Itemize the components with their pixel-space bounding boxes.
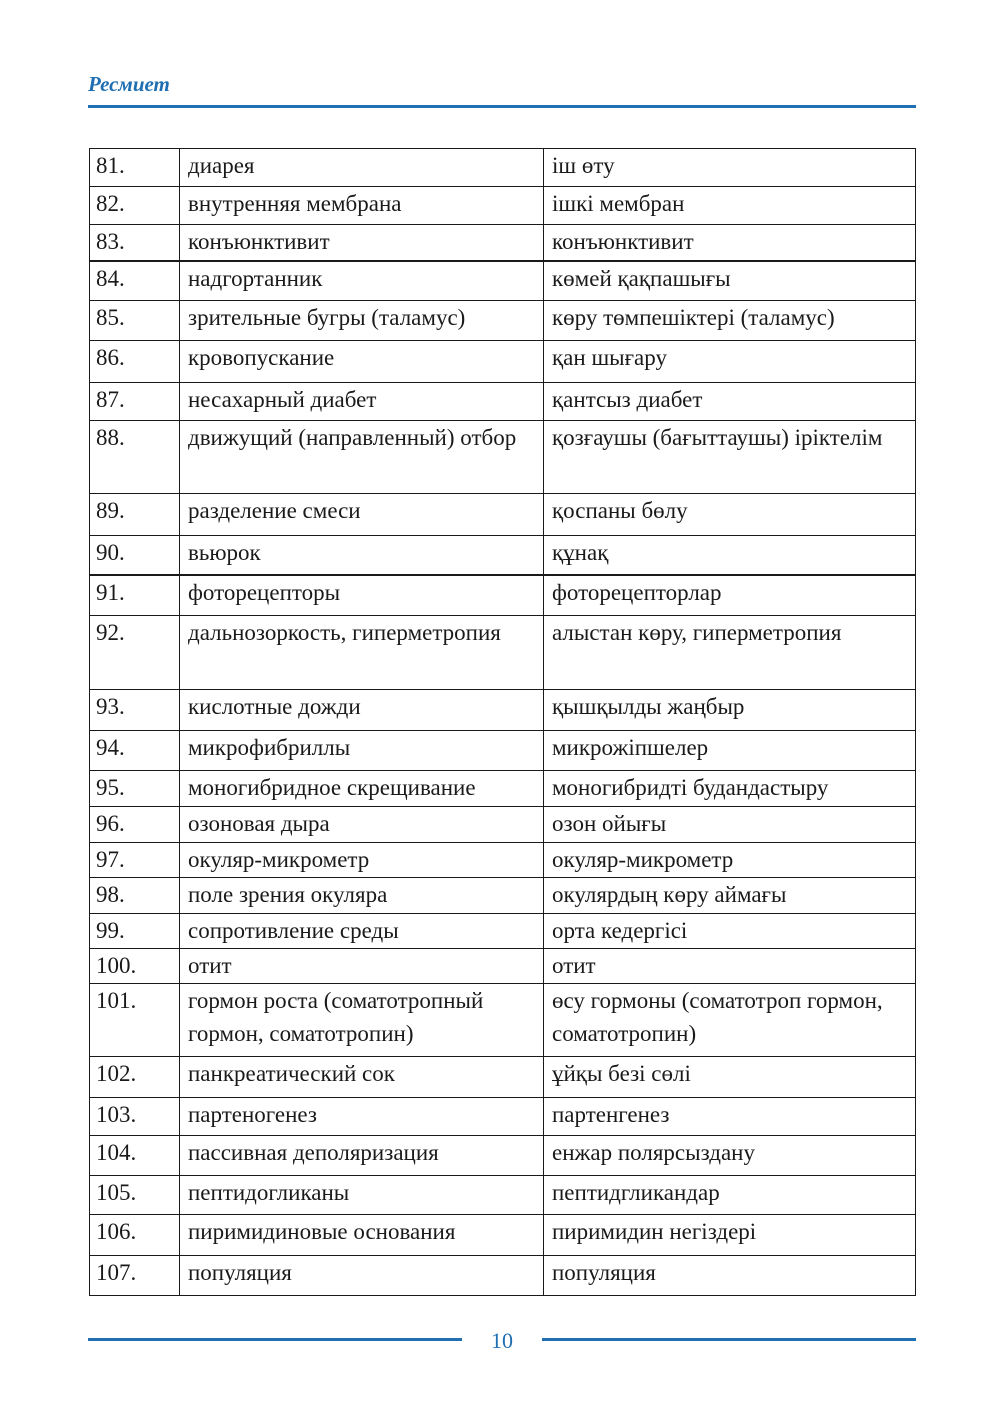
table-row xyxy=(90,301,916,341)
russian-term-cell: гормон роста (соматотропный гормон, соматотропин) xyxy=(180,984,544,1057)
kazakh-term-cell: құнақ xyxy=(544,536,916,575)
term-number-cell: 82. xyxy=(90,187,180,225)
kazakh-term-cell: фоторецепторлар xyxy=(544,575,916,616)
kazakh-term-cell: іш өту xyxy=(544,149,916,187)
kazakh-term-cell: конъюнктивит xyxy=(544,225,916,261)
term-number-cell: 101. xyxy=(90,984,180,1057)
term-number-cell: 81. xyxy=(90,149,180,187)
kazakh-term-cell: озон ойығы xyxy=(544,807,916,843)
russian-term-cell: моногибридное скрещивание xyxy=(180,771,544,807)
russian-term-cell: отит xyxy=(180,949,544,984)
russian-term-cell: вьюрок xyxy=(180,536,544,575)
kazakh-term-cell: ұйқы безі сөлі xyxy=(544,1057,916,1098)
term-number-cell: 98. xyxy=(90,878,180,914)
kazakh-term-cell: қышқылды жаңбыр xyxy=(544,690,916,731)
table-row xyxy=(90,536,916,575)
running-header-title: Ресмиет xyxy=(88,72,170,96)
term-number-cell: 96. xyxy=(90,807,180,843)
kazakh-term-cell: окуляр-микрометр xyxy=(544,843,916,878)
table-row xyxy=(90,843,916,878)
term-number-cell: 86. xyxy=(90,341,180,383)
term-number-cell: 88. xyxy=(90,421,180,494)
table-row xyxy=(90,1215,916,1256)
table-row xyxy=(90,690,916,731)
term-number-cell: 84. xyxy=(90,261,180,301)
term-number-cell: 89. xyxy=(90,494,180,536)
term-number-cell: 107. xyxy=(90,1256,180,1296)
table-row xyxy=(90,1057,916,1098)
russian-term-cell: кислотные дожди xyxy=(180,690,544,731)
term-number-cell: 95. xyxy=(90,771,180,807)
kazakh-term-cell: өсу гормоны (соматотроп гормон, соматотропин) xyxy=(544,984,916,1057)
term-number-cell: 91. xyxy=(90,575,180,616)
page-number: 10 xyxy=(491,1328,513,1353)
kazakh-term-cell: ішкі мембран xyxy=(544,187,916,225)
term-number-cell: 94. xyxy=(90,731,180,771)
table-row xyxy=(90,984,916,1057)
table-row xyxy=(90,1136,916,1176)
term-number-cell: 85. xyxy=(90,301,180,341)
kazakh-term-cell: қантсыз диабет xyxy=(544,383,916,421)
term-number-cell: 104. xyxy=(90,1136,180,1176)
kazakh-term-cell: енжар полярсыздану xyxy=(544,1136,916,1176)
russian-term-cell: надгортанник xyxy=(180,261,544,301)
russian-term-cell: микрофибриллы xyxy=(180,731,544,771)
term-number-cell: 83. xyxy=(90,225,180,261)
russian-term-cell: несахарный диабет xyxy=(180,383,544,421)
footer-rule-right xyxy=(542,1338,916,1341)
term-number-cell: 100. xyxy=(90,949,180,984)
table-row xyxy=(90,807,916,843)
table-row xyxy=(90,731,916,771)
russian-term-cell: диарея xyxy=(180,149,544,187)
glossary-table-body xyxy=(90,149,916,1296)
term-number-cell: 103. xyxy=(90,1098,180,1136)
term-number-cell: 106. xyxy=(90,1215,180,1256)
table-row xyxy=(90,225,916,261)
table-row xyxy=(90,187,916,225)
glossary-table xyxy=(89,148,916,1296)
russian-term-cell: внутренняя мембрана xyxy=(180,187,544,225)
table-row xyxy=(90,1098,916,1136)
russian-term-cell: озоновая дыра xyxy=(180,807,544,843)
russian-term-cell: дальнозоркость, гиперметропия xyxy=(180,616,544,690)
term-number-cell: 87. xyxy=(90,383,180,421)
kazakh-term-cell: қозғаушы (бағыттаушы) іріктелім xyxy=(544,421,916,494)
term-number-cell: 92. xyxy=(90,616,180,690)
header-rule xyxy=(88,105,916,108)
kazakh-term-cell: қоспаны бөлу xyxy=(544,494,916,536)
kazakh-term-cell: пептидгликандар xyxy=(544,1176,916,1215)
table-row xyxy=(90,1176,916,1215)
table-row xyxy=(90,878,916,914)
russian-term-cell: конъюнктивит xyxy=(180,225,544,261)
term-number-cell: 105. xyxy=(90,1176,180,1215)
table-row xyxy=(90,261,916,301)
kazakh-term-cell: көмей қақпашығы xyxy=(544,261,916,301)
russian-term-cell: кровопускание xyxy=(180,341,544,383)
table-row xyxy=(90,494,916,536)
russian-term-cell: популяция xyxy=(180,1256,544,1296)
russian-term-cell: пептидогликаны xyxy=(180,1176,544,1215)
table-row xyxy=(90,1256,916,1296)
kazakh-term-cell: отит xyxy=(544,949,916,984)
kazakh-term-cell: партенгенез xyxy=(544,1098,916,1136)
kazakh-term-cell: пиримидин негіздері xyxy=(544,1215,916,1256)
russian-term-cell: пассивная деполяризация xyxy=(180,1136,544,1176)
table-row xyxy=(90,341,916,383)
kazakh-term-cell: микрожіпшелер xyxy=(544,731,916,771)
term-number-cell: 90. xyxy=(90,536,180,575)
russian-term-cell: разделение смеси xyxy=(180,494,544,536)
table-row xyxy=(90,149,916,187)
table-row xyxy=(90,616,916,690)
table-row xyxy=(90,771,916,807)
term-number-cell: 102. xyxy=(90,1057,180,1098)
russian-term-cell: движущий (направленный) отбор xyxy=(180,421,544,494)
term-number-cell: 93. xyxy=(90,690,180,731)
kazakh-term-cell: қан шығару xyxy=(544,341,916,383)
russian-term-cell: зрительные бугры (таламус) xyxy=(180,301,544,341)
kazakh-term-cell: популяция xyxy=(544,1256,916,1296)
term-number-cell: 99. xyxy=(90,914,180,949)
table-row xyxy=(90,949,916,984)
russian-term-cell: фоторецепторы xyxy=(180,575,544,616)
russian-term-cell: окуляр-микрометр xyxy=(180,843,544,878)
kazakh-term-cell: алыстан көру, гиперметропия xyxy=(544,616,916,690)
russian-term-cell: партеногенез xyxy=(180,1098,544,1136)
term-number-cell: 97. xyxy=(90,843,180,878)
kazakh-term-cell: окулярдың көру аймағы xyxy=(544,878,916,914)
table-row xyxy=(90,575,916,616)
table-row xyxy=(90,421,916,494)
table-row xyxy=(90,914,916,949)
russian-term-cell: поле зрения окуляра xyxy=(180,878,544,914)
kazakh-term-cell: көру төмпешіктері (таламус) xyxy=(544,301,916,341)
russian-term-cell: сопротивление среды xyxy=(180,914,544,949)
table-row xyxy=(90,383,916,421)
russian-term-cell: панкреатический сок xyxy=(180,1057,544,1098)
russian-term-cell: пиримидиновые основания xyxy=(180,1215,544,1256)
kazakh-term-cell: моногибридті будандастыру xyxy=(544,771,916,807)
footer-rule-left xyxy=(88,1338,462,1341)
kazakh-term-cell: орта кедергісі xyxy=(544,914,916,949)
